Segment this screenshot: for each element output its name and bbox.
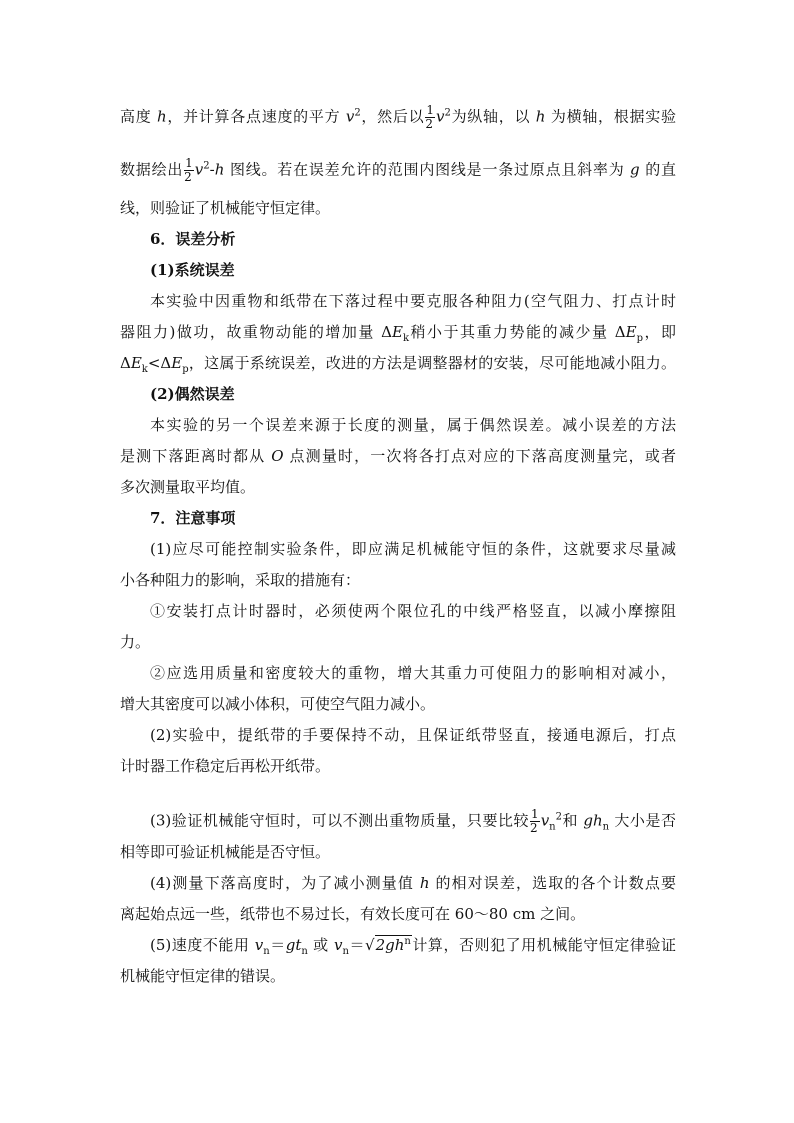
text-line-3: 线，则验证了机械能守恒定律。 bbox=[120, 199, 331, 217]
section-heading-error-analysis: 6．误差分析 bbox=[150, 230, 236, 248]
text-line-2: 数据绘出 $\frac{1}{2}$ $v^2-h$ 图线。若在误差允许的范围内图线是一条过原点且斜率为 g 的直 bbox=[120, 156, 676, 184]
text-line-25: 离起始点远一些，纸带也不易过长，有效长度可在 60～80 cm 之间。 bbox=[120, 905, 586, 923]
text-line-24: (4)测量下落高度时，为了减小测量值 h 的相对误差，选取的各个计数点要 bbox=[150, 874, 676, 892]
text-line-1: 高度 h，并计算各点速度的平方 $v^2$，然后以 $\frac{1}{2}$ $v^2$为纵轴，以 h 为横轴，根据实验 bbox=[120, 103, 676, 131]
fraction-one-half: $\frac{1}{2}$ bbox=[184, 156, 193, 184]
text-line-10: 本实验的另一个误差来源于长度的测量，属于偶然误差。减小误差的方法 bbox=[150, 416, 676, 434]
text-line-16: ①安装打点计时器时，必须使两个限位孔的中线严格竖直，以减小摩擦阻 bbox=[150, 602, 676, 620]
text-line-6: 本实验中因重物和纸带在下落过程中要克服各种阻力(空气阻力、打点计时 bbox=[150, 292, 676, 310]
section-heading-precautions: 7．注意事项 bbox=[150, 509, 236, 527]
text-line-14: (1)应尽可能控制实验条件，即应满足机械能守恒的条件，这就要求尽量减 bbox=[150, 540, 676, 558]
text-line-17: 力。 bbox=[120, 633, 151, 651]
text-line-23: 相等即可验证机械能是否守恒。 bbox=[120, 843, 331, 861]
text-line-22: (3)验证机械能守恒时，可以不测出重物质量，只要比较 $\frac{1}{2}$ $v_n^2$和 $gh_n$ 大小是否 bbox=[150, 807, 676, 835]
text-line-21: 计时器工作稳定后再松开纸带。 bbox=[120, 757, 331, 775]
text-line-11: 是测下落距离时都从 O 点测量时，一次将各打点对应的下落高度测量完，或者 bbox=[120, 447, 676, 465]
text-line-19: 增大其密度可以减小体积，可使空气阻力减小。 bbox=[120, 695, 436, 713]
text-line-8: $\Delta E_k<\Delta E_p$，这属于系统误差，改进的方法是调整器材的安装，尽可能地减小阻力。 bbox=[120, 354, 676, 375]
square-root-expression: $√2gh^n$ bbox=[365, 936, 411, 954]
subheading-systematic-error: (1)系统误差 bbox=[150, 261, 235, 279]
text-line-20: (2)实验中，提纸带的手要保持不动，且保证纸带竖直，接通电源后，打点 bbox=[150, 726, 676, 744]
fraction-one-half: $\frac{1}{2}$ bbox=[530, 807, 539, 835]
text-line-18: ②应选用质量和密度较大的重物，增大其重力可使阻力的影响相对减小， bbox=[150, 664, 676, 682]
text-line-15: 小各种阻力的影响，采取的措施有： bbox=[120, 571, 361, 589]
fraction-one-half: $\frac{1}{2}$ bbox=[425, 103, 434, 131]
text-line-12: 多次测量取平均值。 bbox=[120, 478, 256, 496]
text-line-27: 机械能守恒定律的错误。 bbox=[120, 967, 286, 985]
text-line-26: (5)速度不能用 $v_n=gt_n$ 或 $v_n=√2gh^n$计算，否则犯了用机械能守恒定律验证 bbox=[150, 936, 676, 957]
subheading-random-error: (2)偶然误差 bbox=[150, 385, 235, 403]
text-line-7: 器阻力)做功，故重物动能的增加量 $\Delta E_k$稍小于其重力势能的减少量 $\Delta E_p$，即 bbox=[120, 323, 676, 344]
